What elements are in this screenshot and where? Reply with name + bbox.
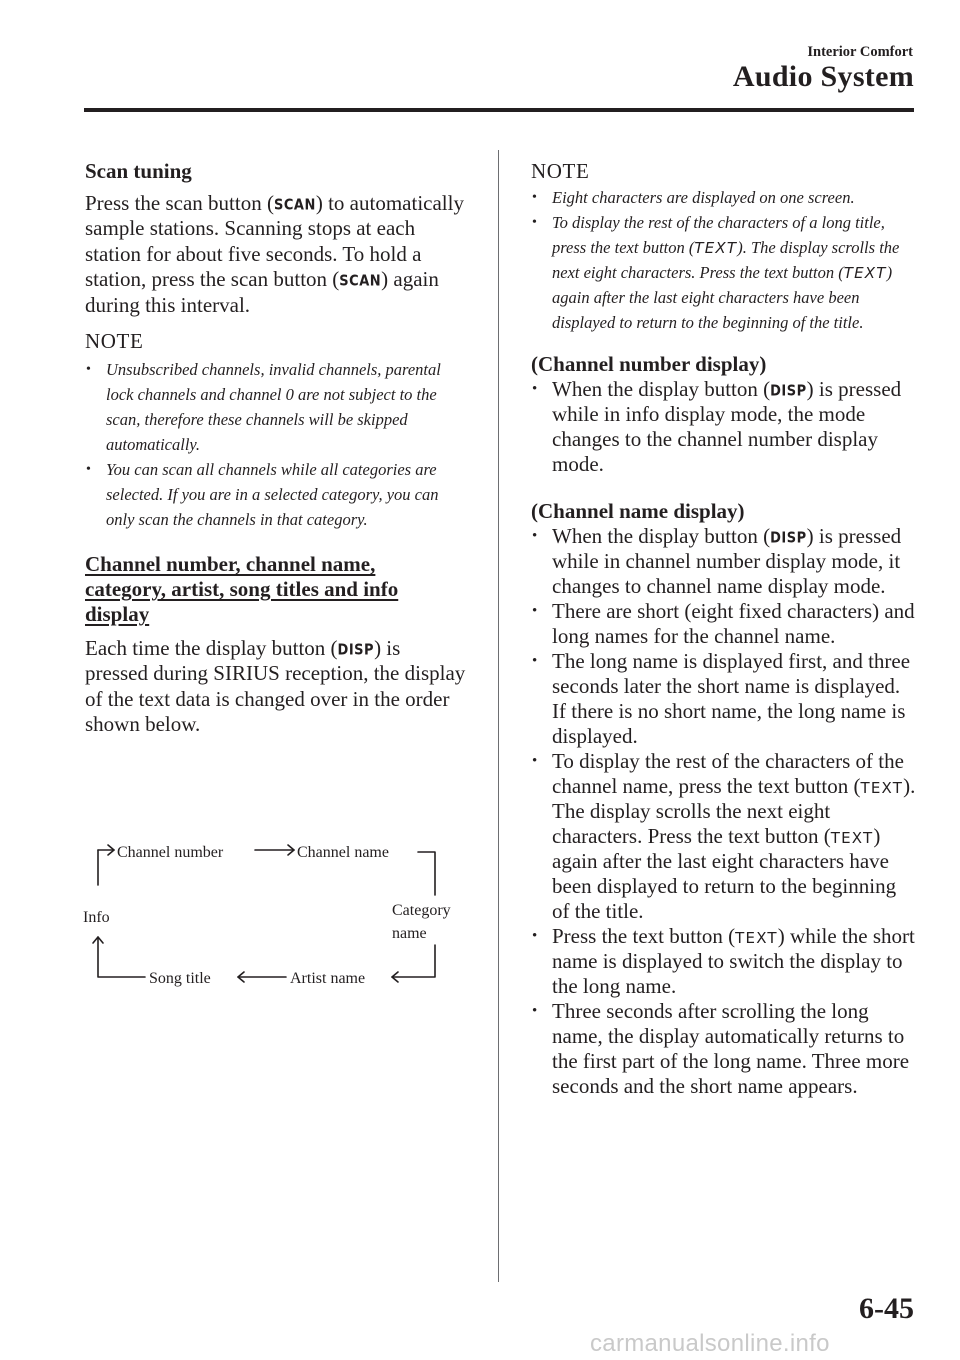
flow-label-song-title: Song title (149, 970, 211, 987)
chapter-title: Audio System (732, 60, 914, 93)
flow-label-artist-name: Artist name (290, 970, 366, 987)
note-heading: NOTE (531, 159, 590, 183)
list-item (531, 749, 917, 924)
right-column (531, 158, 917, 1099)
scan-tuning-heading: Scan tuning (85, 159, 192, 183)
list-item (531, 924, 917, 999)
list-item: • The long name is displayed first, and three seconds later the short name is displayed. If there is no short name, the long name is displayed. (531, 649, 917, 749)
text-button-icon: TEXT (735, 929, 778, 947)
list-item (531, 524, 917, 599)
text-run: To display the rest of the characters of a long title, press the text button ( (552, 213, 885, 257)
display-heading: Channel number, channel name, category, artist, song titles and info display (85, 552, 399, 627)
text-run: ) again after the last eight characters have been displayed to return to the beginning of the title. (552, 824, 897, 923)
display-paragraph (85, 636, 467, 738)
note-item: • Unsubscribed channels, invalid channels, parental lock channels and channel 0 are not subject to the scan, therefore these channels will be skipped automatically. (85, 357, 467, 457)
channel-number-heading: (Channel number display) (531, 352, 767, 376)
text-button-icon: TEXT (694, 239, 738, 257)
flow-label-category-line1: Category (392, 902, 451, 919)
scan-button-icon: SCAN (339, 273, 382, 291)
text-button-icon: TEXT (843, 264, 887, 282)
arrow-song-to-info (98, 937, 145, 977)
channel-number-list (531, 377, 917, 477)
text-run: ) again during this interval. (85, 267, 439, 317)
channel-name-heading: (Channel name display) (531, 499, 745, 523)
flow-label-info: Info (83, 909, 110, 926)
text-run: Press the scan button ( (85, 191, 274, 215)
section-title: Interior Comfort (807, 44, 913, 60)
text-run: ) is pressed while in channel number display mode, it changes to channel name display mode. (552, 524, 902, 598)
text-run: ). The display scrolls the next eight characters. Press the text button ( (552, 774, 916, 848)
text-run: ) is pressed while in info display mode, the mode changes to the channel number display mode. (552, 377, 902, 476)
text-button-icon: TEXT (830, 829, 874, 847)
disp-button-icon: DISP (770, 382, 807, 401)
page-number: 6-45 (859, 1292, 914, 1325)
scan-tuning-paragraph (85, 191, 467, 318)
channel-name-list (531, 524, 917, 1099)
note-item: • You can scan all channels while all categories are selected. If you are in a selected category, you can only scan the channels in that category. (85, 457, 467, 532)
text-button-icon: TEXT (860, 779, 904, 797)
text-run: ) while the short name is displayed to switch the display to the long name. (552, 924, 915, 998)
list-item: • There are short (eight fixed characters) and long names for the channel name. (531, 599, 917, 649)
note-list (85, 357, 467, 532)
text-run: Press the text button ( (552, 924, 736, 948)
note-item (531, 210, 917, 335)
note-heading: NOTE (85, 329, 144, 354)
connector-name-to-category (418, 852, 435, 895)
note-list (531, 185, 917, 335)
watermark: carmanualsonline.info (590, 1330, 830, 1357)
text-run: ) is pressed during SIRIUS reception, the display of the text data is changed over in the order shown below. (85, 636, 466, 737)
column-divider (498, 150, 499, 1282)
text-run: ) to automatically sample stations. Scanning stops at each station for about five seconds. To hold a station, press the scan button ( (85, 191, 464, 292)
note-item: • Eight characters are displayed on one screen. (531, 185, 917, 210)
left-column (85, 158, 467, 738)
text-run: When the display button ( (552, 377, 771, 401)
list-item: • Three seconds after scrolling the long name, the display automatically returns to the first part of the long name. Three more seconds and the short name appears. (531, 999, 917, 1099)
scan-button-icon: SCAN (273, 196, 316, 215)
text-run: ). The display scrolls the next eight characters. Press the text button ( (552, 238, 900, 282)
text-run: To display the rest of the characters of the channel name, press the text button ( (552, 749, 904, 798)
text-run: ) again after the last eight characters have been displayed to return to the beginning of the title. (552, 263, 893, 332)
flow-label-category-line2: name (392, 925, 427, 942)
display-order-diagram (80, 830, 480, 1000)
list-item (531, 377, 917, 477)
disp-button-icon: DISP (337, 641, 375, 660)
flow-label-channel-number: Channel number (117, 844, 224, 861)
text-run: Each time the display button ( (85, 636, 338, 661)
disp-button-icon: DISP (770, 529, 807, 548)
flow-label-channel-name: Channel name (297, 844, 389, 861)
header-rule (84, 108, 914, 112)
text-run: When the display button ( (552, 524, 771, 548)
